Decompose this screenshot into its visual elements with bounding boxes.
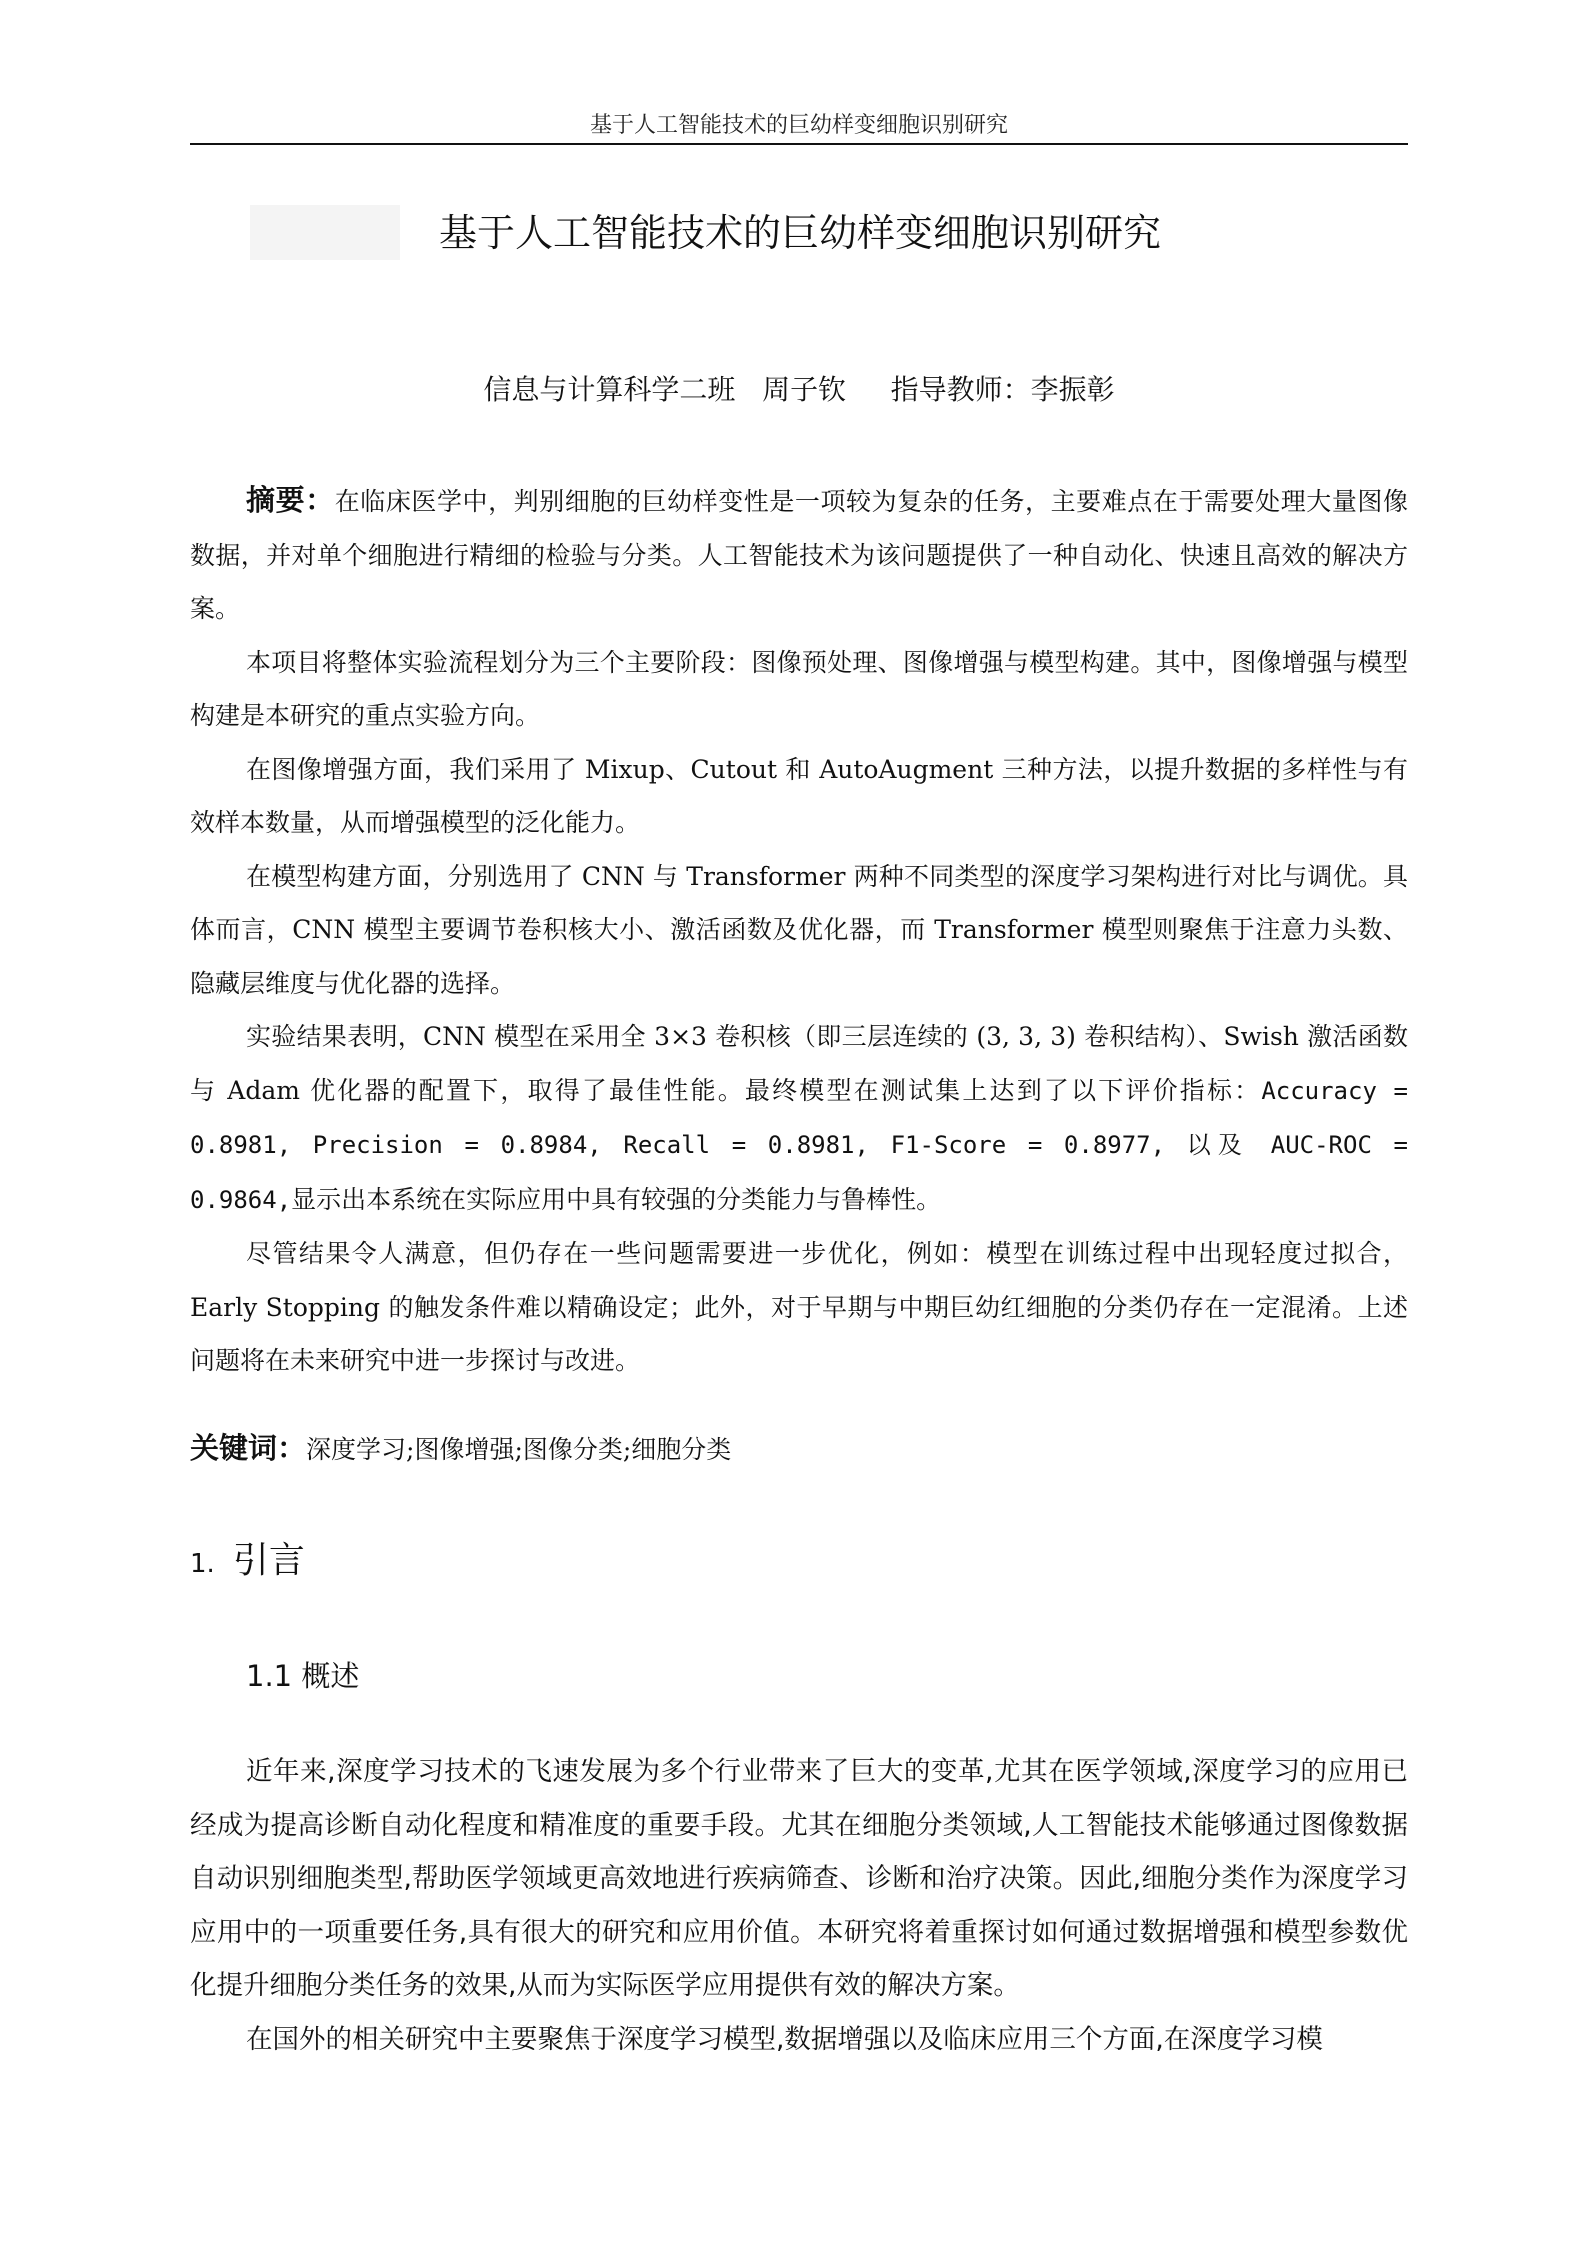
- subsection-heading: 1.1 概述: [246, 1659, 360, 1693]
- abstract: [190, 474, 1408, 1388]
- abstract-paragraph-6: 尽管结果令人满意，但仍存在一些问题需要进一步优化，例如：模型在训练过程中出现轻度过拟合，Early Stopping 的触发条件难以精确设定；此外，对于早期与中期巨幼红细胞的分类仍存在一定混淆。上述问题将在未来研究中进一步探讨与改进。: [190, 1239, 1408, 1375]
- author-line: 信息与计算科学二班 周子钦 指导教师：李振彰: [483, 373, 1115, 406]
- keywords: [190, 1428, 1408, 1470]
- abstract-paragraph-2: 本项目将整体实验流程划分为三个主要阶段：图像预处理、图像增强与模型构建。其中，图像增强与模型构建是本研究的重点实验方向。: [190, 647, 1408, 730]
- abstract-label: 摘要：: [246, 483, 335, 517]
- body-text: [190, 1745, 1408, 2066]
- abstract-text-5: 实验结果表明，CNN 模型在采用全 3×3 卷积核（即三层连续的 (3, 3, 3) 卷积结构）、Swish 激活函数与 Adam 优化器的配置下，取得了最佳性能。最终模型在测试集上达到了以下评价指标：: [190, 1022, 1408, 1105]
- abstract-paragraph-3: 在图像增强方面，我们采用了 Mixup、Cutout 和 AutoAugment 三种方法，以提升数据的多样性与有效样本数量，从而增强模型的泛化能力。: [190, 754, 1408, 837]
- abstract-paragraph-5: [190, 1010, 1408, 1227]
- abstract-paragraph-4: 在模型构建方面，分别选用了 CNN 与 Transformer 两种不同类型的深度学习架构进行对比与调优。具体而言，CNN 模型主要调节卷积核大小、激活函数及优化器，而 Transformer 模型则聚焦于注意力头数、隐藏层维度与优化器的选择。: [190, 861, 1408, 998]
- section-heading: [190, 1532, 305, 1583]
- abstract-metrics-tail: 显示出本系统在实际应用中具有较强的分类能力与鲁棒性。: [291, 1184, 942, 1214]
- body-paragraph-2: 在国外的相关研究中主要聚焦于深度学习模型,数据增强以及临床应用三个方面,在深度学习模: [246, 2023, 1323, 2055]
- abstract-metrics: Accuracy = 0.8981, Precision = 0.8984, Recall = 0.8981, F1-Score = 0.8977, 以及 AUC-ROC = 0.9864,: [190, 1076, 1408, 1214]
- keywords-value: 深度学习;图像增强;图像分类;细胞分类: [306, 1435, 732, 1464]
- keywords-label: 关键词：: [190, 1431, 307, 1465]
- paper-title: 基于人工智能技术的巨幼样变细胞识别研究: [438, 211, 1161, 255]
- abstract-paragraph-1: [190, 474, 1408, 636]
- header-rule: [190, 143, 1408, 145]
- section-number: 1.: [190, 1549, 215, 1579]
- abstract-text-1: 在临床医学中，判别细胞的巨幼样变性是一项较为复杂的任务，主要难点在于需要处理大量图像数据，并对单个细胞进行精细的检验与分类。人工智能技术为该问题提供了一种自动化、快速且高效的解决方案。: [190, 487, 1408, 623]
- section-title: 引言: [232, 1540, 305, 1581]
- running-header: 基于人工智能技术的巨幼样变细胞识别研究: [589, 113, 1008, 138]
- body-paragraph-1: 近年来,深度学习技术的飞速发展为多个行业带来了巨大的变革,尤其在医学领域,深度学习的应用已经成为提高诊断自动化程度和精准度的重要手段。尤其在细胞分类领域,人工智能技术能够通过图像数据自动识别细胞类型,帮助医学领域更高效地进行疾病筛查、诊断和治疗决策。因此,细胞分类作为深度学习应用中的一项重要任务,具有很大的研究和应用价值。本研究将着重探讨如何通过数据增强和模型参数优化提升细胞分类任务的效果,从而为实际医学应用提供有效的解决方案。: [190, 1756, 1408, 2001]
